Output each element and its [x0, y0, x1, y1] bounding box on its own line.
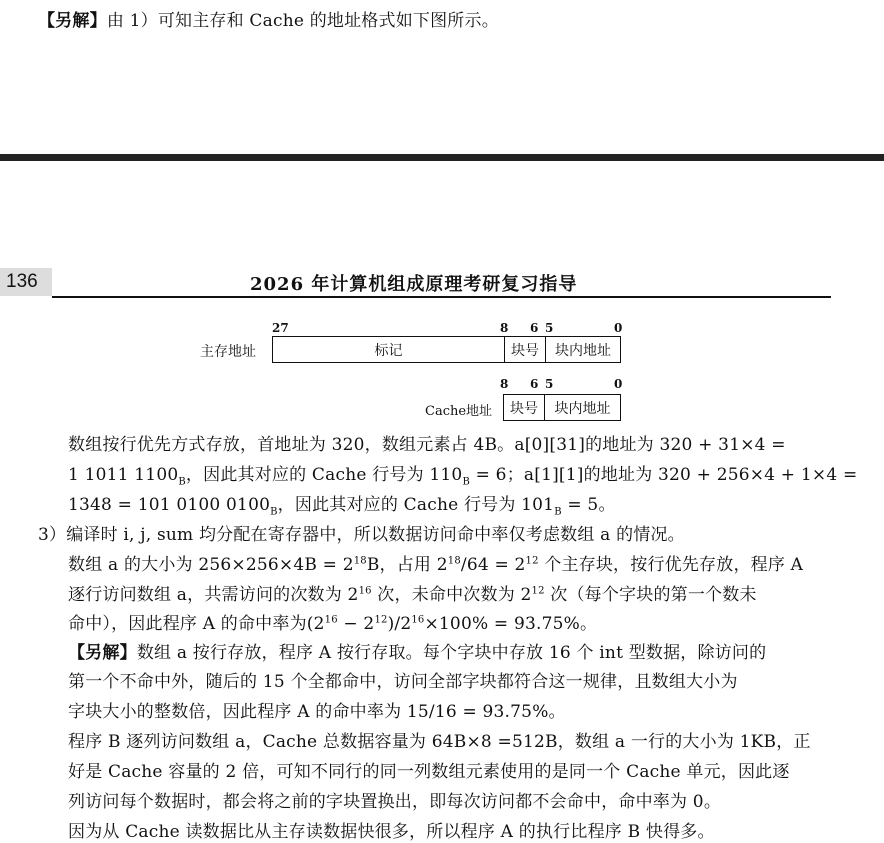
- block-offset-field: 块内地址: [554, 400, 611, 417]
- superscript: 16: [358, 585, 372, 597]
- tag-field: 标记: [273, 337, 505, 362]
- header-rule: [52, 296, 831, 298]
- text-line: [68, 580, 757, 605]
- header-title: 2026 年计算机组成原理考研复习指导: [250, 274, 578, 295]
- superscript: 18: [447, 555, 461, 567]
- block-number-field: 块号: [504, 395, 545, 420]
- text-run: ，因此其对应的 Cache 行号为 101: [277, 495, 555, 515]
- text-line: [68, 697, 566, 722]
- text-run: 逐行访问数组 a，共需访问的次数为 2: [68, 585, 359, 605]
- text-line: [68, 430, 786, 455]
- subscript: B: [178, 476, 186, 488]
- text-run: 好是 Cache 容量的 2 倍，可知不同行的同一列数组元素使用的是同一个 Cache 单元，因此逐: [68, 762, 790, 782]
- subscript: B: [554, 506, 562, 518]
- bit-label: 6: [530, 377, 539, 391]
- text-run: 程序 B 逐列访问数组 a，Cache 总数据容量为 64B×8 =512B，数组 a 一行的大小为 1KB，正: [68, 732, 811, 752]
- superscript: 16: [411, 614, 425, 626]
- text-run: 由 1）可知主存和 Cache 的地址格式如下图所示。: [106, 11, 499, 31]
- text-line: [68, 638, 766, 663]
- text-run: 次，未命中次数为 2: [371, 585, 532, 605]
- main-address-label: 主存地址: [200, 344, 256, 360]
- subscript: B: [270, 506, 278, 518]
- text-line: [68, 550, 803, 575]
- superscript: 12: [374, 614, 388, 626]
- bit-label: 5: [545, 377, 554, 391]
- text-run: 3）编译时 i, j, sum 均分配在寄存器中，所以数据访问命中率仅考虑数组 a 的情况。: [38, 525, 685, 545]
- bold-label: 【另解】: [38, 11, 107, 31]
- superscript: 12: [525, 555, 539, 567]
- text-line: [68, 817, 715, 842]
- text-run: )/2: [387, 614, 412, 634]
- page-number: 136: [0, 268, 52, 296]
- subscript: B: [462, 476, 471, 488]
- cache-address-label: Cache地址: [425, 404, 493, 419]
- text-run: 数组按行优先方式存放，首地址为 320，数组元素占 4B。a[0][31]的地址为 320 + 31×4 =: [68, 435, 786, 455]
- text-run: 因为从 Cache 读数据比从主存读数据快很多，所以程序 A 的执行比程序 B 快得多。: [68, 822, 715, 842]
- text-run: 个主存块，按行优先存放，程序 A: [538, 555, 804, 575]
- text-line: [38, 520, 685, 545]
- bit-label: 5: [545, 321, 554, 335]
- bit-label: 0: [614, 377, 623, 391]
- superscript: 12: [531, 585, 545, 597]
- page-separator: [0, 154, 884, 161]
- text-line: [68, 460, 857, 487]
- text-run: 列访问每个数据时，都会将之前的字块置换出，即每次访问都不会命中，命中率为 0。: [68, 792, 722, 812]
- text-line: [68, 667, 738, 692]
- text-run: 1348 = 101 0100 0100: [68, 495, 271, 515]
- text-run: 次（每个字块的第一个数未: [544, 585, 757, 605]
- bit-label: 27: [272, 321, 289, 335]
- text-run: 命中），因此程序 A 的命中率为(2: [68, 614, 325, 634]
- text-run: ，因此其对应的 Cache 行号为 110: [185, 465, 463, 485]
- superscript: 16: [324, 614, 338, 626]
- text-line: [68, 609, 597, 634]
- text-line: [68, 727, 811, 752]
- main-address-box: [272, 336, 621, 363]
- text-run: = 6；a[1][1]的地址为 320 + 256×4 + 1×4 =: [470, 465, 858, 485]
- text-run: /64 = 2: [460, 555, 526, 575]
- text-run: ×100% = 93.75%。: [424, 614, 598, 634]
- text-line: [68, 787, 721, 812]
- bold-label: 【另解】: [68, 643, 137, 663]
- text-run: 第一个不命中外，随后的 15 个全都命中，访问全部字块都符合这一规律，且数组大小为: [68, 672, 738, 692]
- text-run: − 2: [337, 614, 375, 634]
- text-run: 1 1011 1100: [68, 465, 179, 485]
- text-line: [68, 757, 790, 782]
- text-run: 数组 a 按行存放，程序 A 按行存取。每个字块中存放 16 个 int 型数据，除访问的: [136, 643, 767, 663]
- top-line: [38, 6, 499, 31]
- bit-label: 8: [500, 321, 509, 335]
- block-number-field: 块号: [505, 337, 546, 362]
- block-offset-field: 块内地址: [555, 342, 611, 359]
- text-run: B，占用 2: [366, 555, 448, 575]
- text-run: 数组 a 的大小为 256×256×4B = 2: [68, 555, 354, 575]
- bit-label: 0: [614, 321, 623, 335]
- text-run: 字块大小的整数倍，因此程序 A 的命中率为 15/16 = 93.75%。: [68, 702, 566, 722]
- text-line: [68, 490, 616, 517]
- text-run: = 5。: [561, 495, 616, 515]
- superscript: 18: [353, 555, 367, 567]
- cache-address-box: [503, 394, 621, 421]
- bit-label: 6: [530, 321, 539, 335]
- bit-label: 8: [500, 377, 509, 391]
